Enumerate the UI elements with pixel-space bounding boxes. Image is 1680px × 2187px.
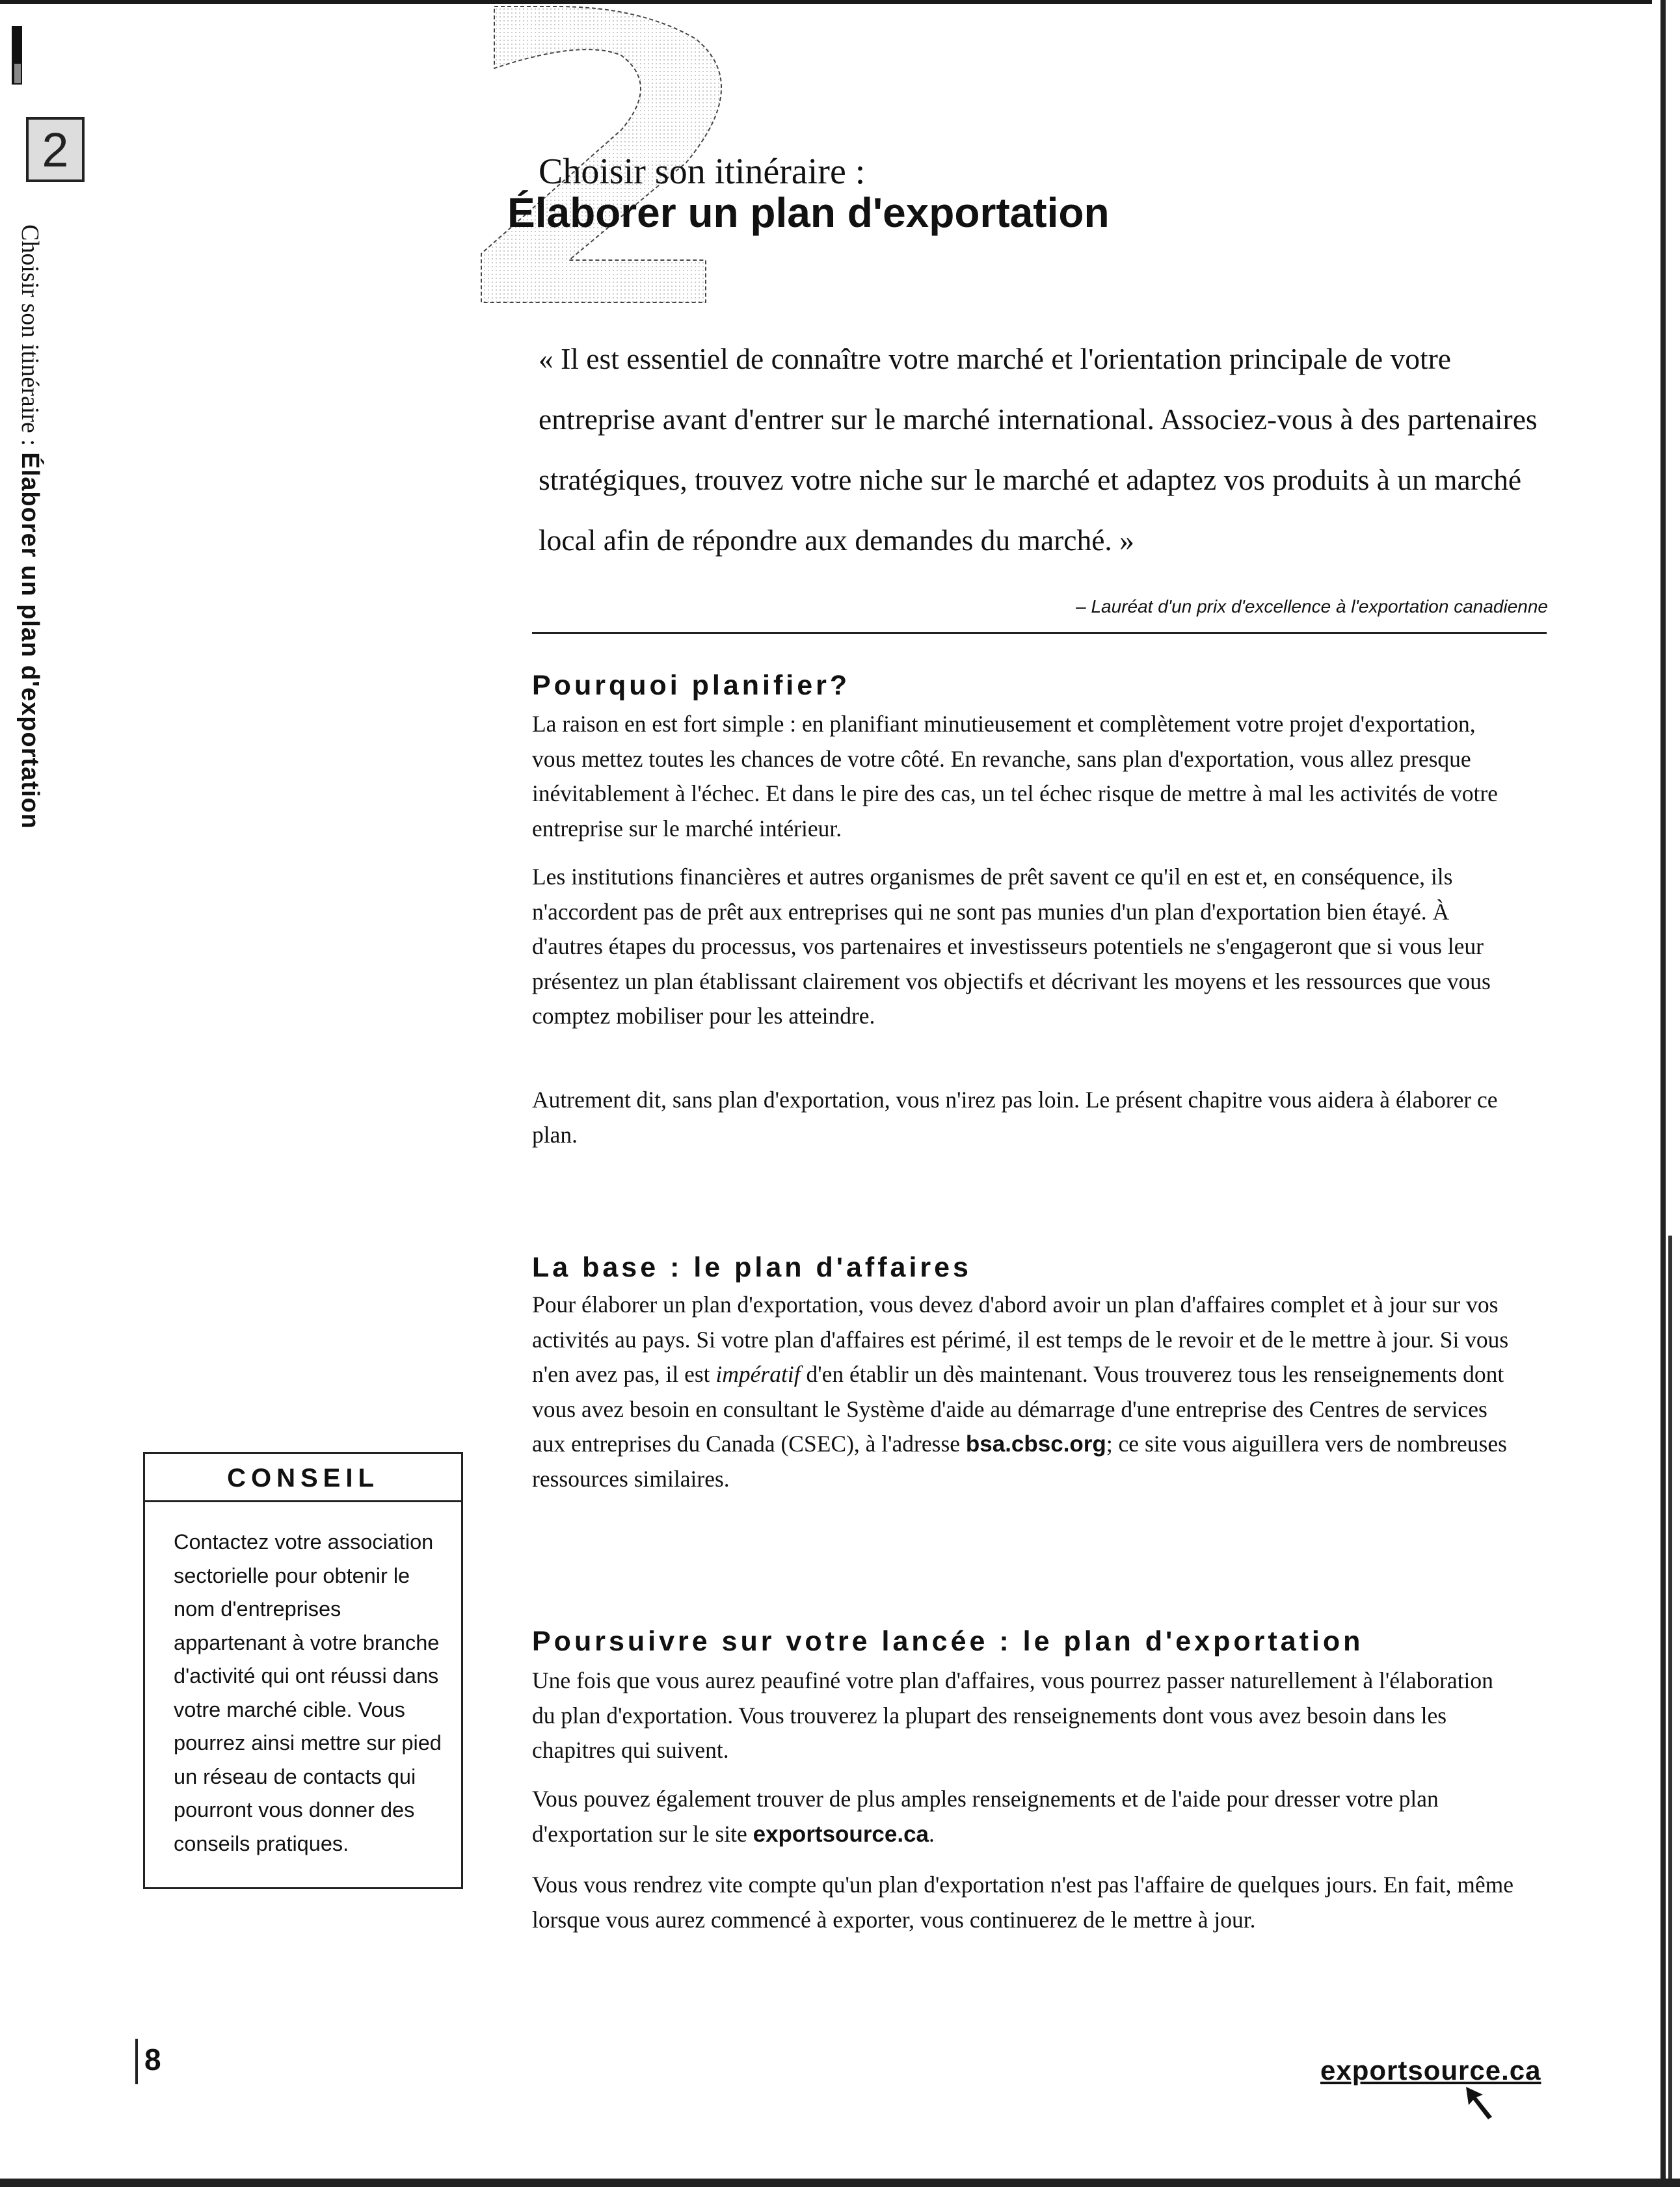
bsa-link[interactable]: bsa.cbsc.org xyxy=(965,1431,1106,1457)
side-running-title xyxy=(16,224,44,829)
tip-box-heading: CONSEIL xyxy=(145,1454,461,1502)
chapter-title-line1: Choisir son itinéraire : xyxy=(539,152,866,192)
side-title-part2: Élaborer un plan d'exportation xyxy=(16,452,44,829)
chapter-title-line2: Élaborer un plan d'exportation xyxy=(507,189,1110,236)
text-run: Pour élaborer un plan d'exportation, vous devez d'abord avoir un plan d'affaires complet et à jour sur vos activités au pays. Si votre plan d'affaires est périmé, il est temps de le revoir et de le mettre à jour. Si vous n'en avez pas, il est xyxy=(532,1292,1509,1387)
section-why-plan-paragraph-2: Les institutions financières et autres organismes de prêt savent ce qu'il en est et, en conséquence, ils n'accordent pas de prêt aux entreprises qui ne sont pas munies d'un plan d'exportation bien étayé. À d'autres étapes du processus, vos partenaires et investisseurs potentiels ne s'engageront que si vous leur présentez un plan établissant clairement vos objectifs et décrivant les moyens et les ressources que vous comptez mobiliser pour les atteindre. xyxy=(532,864,1491,1029)
section-heading-business-plan: La base : le plan d'affaires xyxy=(532,1252,972,1283)
chapter-badge xyxy=(26,117,85,182)
section-business-plan-paragraph xyxy=(532,1288,1514,1496)
section-export-plan-paragraph-3: Vous vous rendrez vite compte qu'un plan d'exportation n'est pas l'affaire de quelques jours. En fait, même lorsque vous aurez commencé à exporter, vous continuerez de le mettre à jour. xyxy=(532,1872,1513,1933)
scan-edge-top xyxy=(0,0,1652,4)
section-export-plan-paragraph-2 xyxy=(532,1782,1514,1851)
side-title-part1: Choisir son itinéraire : xyxy=(16,224,44,453)
chapter-badge-number: 2 xyxy=(42,123,69,177)
text-run: d'en établir un dès maintenant. Vous trouverez tous les renseignements dont vous avez besoin en consultant le Système d'aide au démarrage d'une entreprise des Centres de services aux entreprises du Canada (CSEC), à l'adresse xyxy=(532,1361,1504,1457)
quote-attribution: – Lauréat d'un prix d'excellence à l'exportation canadienne xyxy=(1076,596,1548,616)
quote-divider xyxy=(532,632,1547,634)
section-why-plan-paragraph-3: Autrement dit, sans plan d'exportation, vous n'irez pas loin. Le présent chapitre vous aidera à élaborer ce plan. xyxy=(532,1087,1498,1148)
binding-mark-shade xyxy=(14,64,21,83)
scan-edge-bottom xyxy=(0,2179,1680,2187)
exportsource-link[interactable]: exportsource.ca xyxy=(753,1821,929,1847)
page-number: 8 xyxy=(144,2043,161,2076)
text-run: . xyxy=(929,1820,935,1847)
scan-edge-right-shadow xyxy=(1668,1236,1672,2187)
emphasis-text: impératif xyxy=(715,1361,801,1387)
tip-box xyxy=(143,1452,463,1889)
section-heading-export-plan: Poursuivre sur votre lancée : le plan d'exportation xyxy=(532,1626,1364,1657)
arrow-cursor-icon xyxy=(1463,2084,1502,2123)
section-why-plan-paragraph-1: La raison en est fort simple : en planifiant minutieusement et complètement votre projet d'exportation, vous mettez toutes les chances de votre côté. En revanche, sans plan d'exportation, vous allez presque inévitablement à l'échec. Et dans le pire des cas, un tel échec risque de mettre à mal les activités de votre entreprise sur le marché intérieur. xyxy=(532,711,1498,842)
footer-site-link[interactable]: exportsource.ca xyxy=(1320,2055,1541,2086)
pull-quote: « Il est essentiel de connaître votre marché et l'orientation principale de votre entreprise avant d'entrer sur le marché international. Associez-vous à des partenaires stratégiques, trouvez votre niche sur le marché et adaptez vos produits à un marché local afin de répondre aux demandes du marché. » xyxy=(539,342,1538,557)
page-number-bar xyxy=(135,2039,138,2084)
section-export-plan-paragraph-1: Une fois que vous aurez peaufiné votre plan d'affaires, vous pourrez passer naturellement à l'élaboration du plan d'exportation. Vous trouverez la plupart des renseignements dont vous avez besoin dans les chapitres qui suivent. xyxy=(532,1667,1493,1763)
scan-edge-right xyxy=(1660,0,1666,2187)
text-run: ; ce site vous aiguillera vers de nombreuses ressources similaires. xyxy=(532,1431,1507,1492)
section-heading-why-plan: Pourquoi planifier? xyxy=(532,670,851,701)
tip-box-body: Contactez votre association sectorielle pour obtenir le nom d'entreprises appartenant à votre branche d'activité qui ont réussi dans votre marché cible. Vous pourrez ainsi mettre sur pied un réseau de contacts qui pourront vous donner des conseils pratiques. xyxy=(174,1530,442,1855)
text-run: Vous pouvez également trouver de plus amples renseignements et de l'aide pour dresser votre plan d'exportation sur le site xyxy=(532,1786,1439,1847)
